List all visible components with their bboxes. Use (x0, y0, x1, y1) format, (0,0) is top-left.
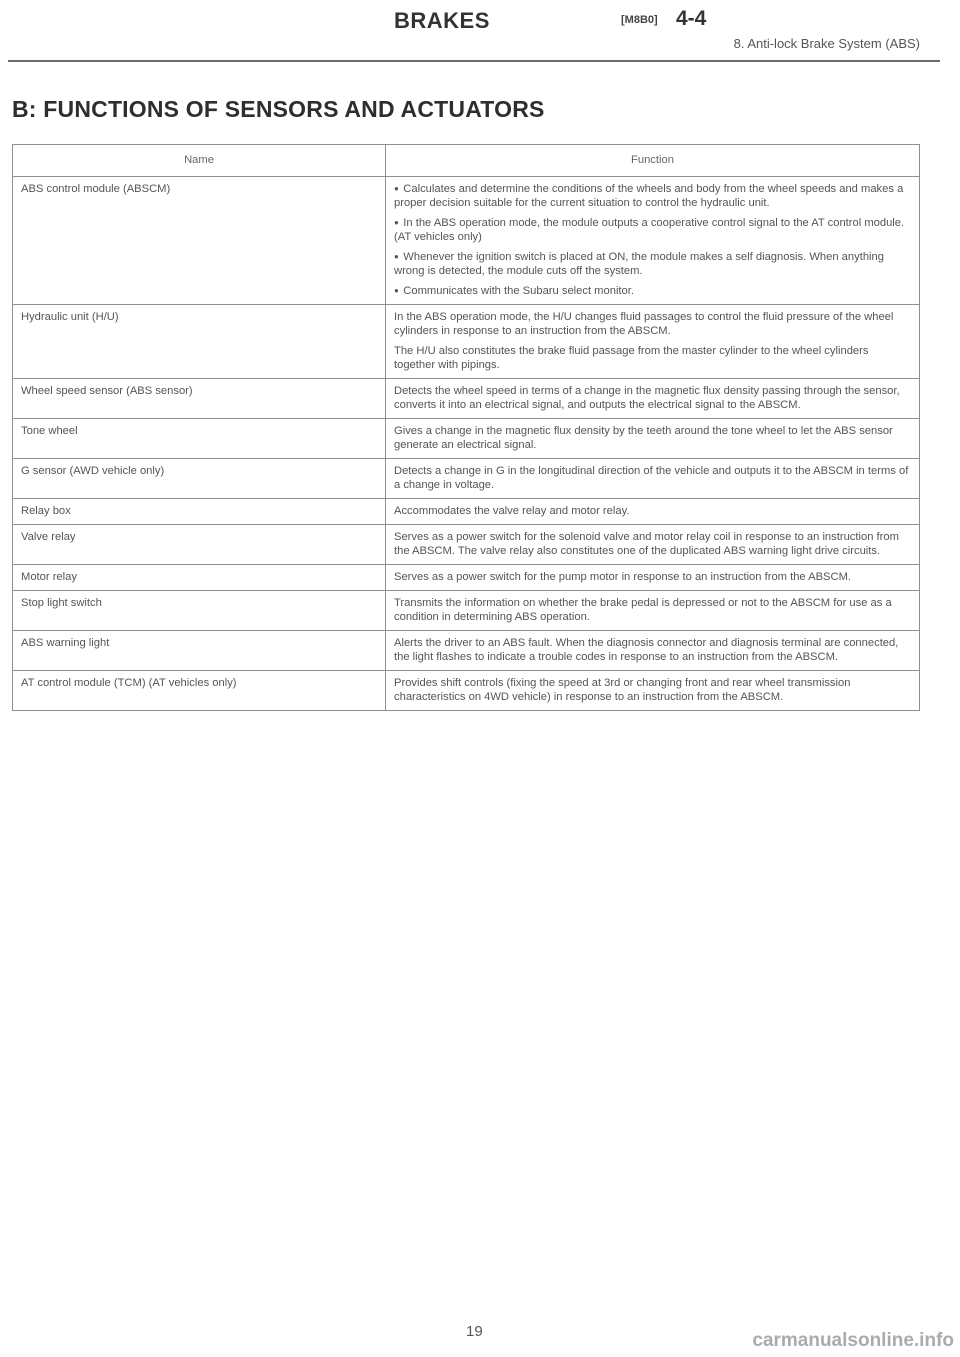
function-text: Transmits the information on whether the brake pedal is depressed or not to the ABSCM for use as a condition in determining ABS operation. (394, 597, 892, 623)
column-header-function: Function (386, 145, 920, 177)
function-text: Alerts the driver to an ABS fault. When the diagnosis connector and diagnosis terminal are connected, the light flashes to indicate a trouble codes in response to an instruction from the ABSCM. (394, 637, 899, 663)
table-row (13, 379, 920, 419)
component-name: Wheel speed sensor (ABS sensor) (13, 379, 386, 419)
table-row (13, 671, 920, 711)
table-row (13, 591, 920, 631)
functions-table (12, 144, 920, 711)
function-text: ● Communicates with the Subaru select monitor. (394, 284, 911, 298)
column-header-name: Name (13, 145, 386, 177)
component-function (386, 499, 920, 525)
table-row (13, 565, 920, 591)
component-name: Hydraulic unit (H/U) (13, 305, 386, 379)
component-name: ABS control module (ABSCM) (13, 177, 386, 305)
component-function (386, 671, 920, 711)
component-name: AT control module (TCM) (AT vehicles only) (13, 671, 386, 711)
component-function (386, 305, 920, 379)
component-name: G sensor (AWD vehicle only) (13, 459, 386, 499)
function-text: Gives a change in the magnetic flux density by the teeth around the tone wheel to let the ABS sensor generate an electrical signal. (394, 425, 893, 451)
function-text: Serves as a power switch for the solenoid valve and motor relay coil in response to an instruction from the ABSCM. The valve relay also constitutes one of the duplicated ABS warning light drive circuits. (394, 531, 899, 557)
function-text: ● Calculates and determine the conditions of the wheels and body from the wheel speeds and makes a proper decision suitable for the current situation to control the hydraulic unit. (394, 182, 911, 210)
component-name: Valve relay (13, 525, 386, 565)
function-text: The H/U also constitutes the brake fluid passage from the master cylinder to the wheel cylinders together with pipings. (394, 345, 869, 371)
component-name: Stop light switch (13, 591, 386, 631)
component-name: ABS warning light (13, 631, 386, 671)
chapter-title: BRAKES (394, 8, 490, 33)
table-header-row (13, 145, 920, 177)
table-row (13, 177, 920, 305)
function-text: Serves as a power switch for the pump motor in response to an instruction from the ABSCM. (394, 571, 852, 583)
component-function (386, 591, 920, 631)
component-name: Tone wheel (13, 419, 386, 459)
function-text: ● In the ABS operation mode, the module outputs a cooperative control signal to the AT control module. (AT vehicles only) (394, 216, 911, 244)
section-code: [M8B0] (621, 14, 658, 26)
table-row (13, 419, 920, 459)
function-text: Detects a change in G in the longitudinal direction of the vehicle and outputs it to the ABSCM in terms of a change in voltage. (394, 465, 909, 491)
component-name: Motor relay (13, 565, 386, 591)
watermark: carmanualsonline.info (752, 1330, 954, 1351)
function-text: Provides shift controls (fixing the speed at 3rd or changing front and rear wheel transmission characteristics on 4WD vehicle) in response to an instruction from the ABSCM. (394, 677, 851, 703)
table-row (13, 499, 920, 525)
header-divider (8, 60, 940, 62)
component-function (386, 177, 920, 305)
function-text: Detects the wheel speed in terms of a change in the magnetic flux density passing through the sensor, converts it into an electrical signal, and outputs the electrical signal to the ABSCM. (394, 385, 900, 411)
component-function (386, 379, 920, 419)
header-subtitle: 8. Anti-lock Brake System (ABS) (733, 36, 920, 51)
component-function (386, 565, 920, 591)
table-row (13, 631, 920, 671)
function-text: In the ABS operation mode, the H/U changes fluid passages to control the fluid pressure of the wheel cylinders in response to an instruction from the ABSCM. (394, 311, 894, 337)
table-row (13, 525, 920, 565)
component-function (386, 419, 920, 459)
component-name: Relay box (13, 499, 386, 525)
function-text: Accommodates the valve relay and motor relay. (394, 505, 630, 517)
component-function (386, 525, 920, 565)
component-function (386, 459, 920, 499)
page-reference: 4-4 (676, 7, 707, 30)
page-number: 19 (466, 1323, 483, 1340)
section-title: B: FUNCTIONS OF SENSORS AND ACTUATORS (12, 96, 545, 122)
function-text: ● Whenever the ignition switch is placed at ON, the module makes a self diagnosis. When anything wrong is detected, the module cuts off the system. (394, 250, 911, 278)
component-function (386, 631, 920, 671)
table-row (13, 305, 920, 379)
table-row (13, 459, 920, 499)
